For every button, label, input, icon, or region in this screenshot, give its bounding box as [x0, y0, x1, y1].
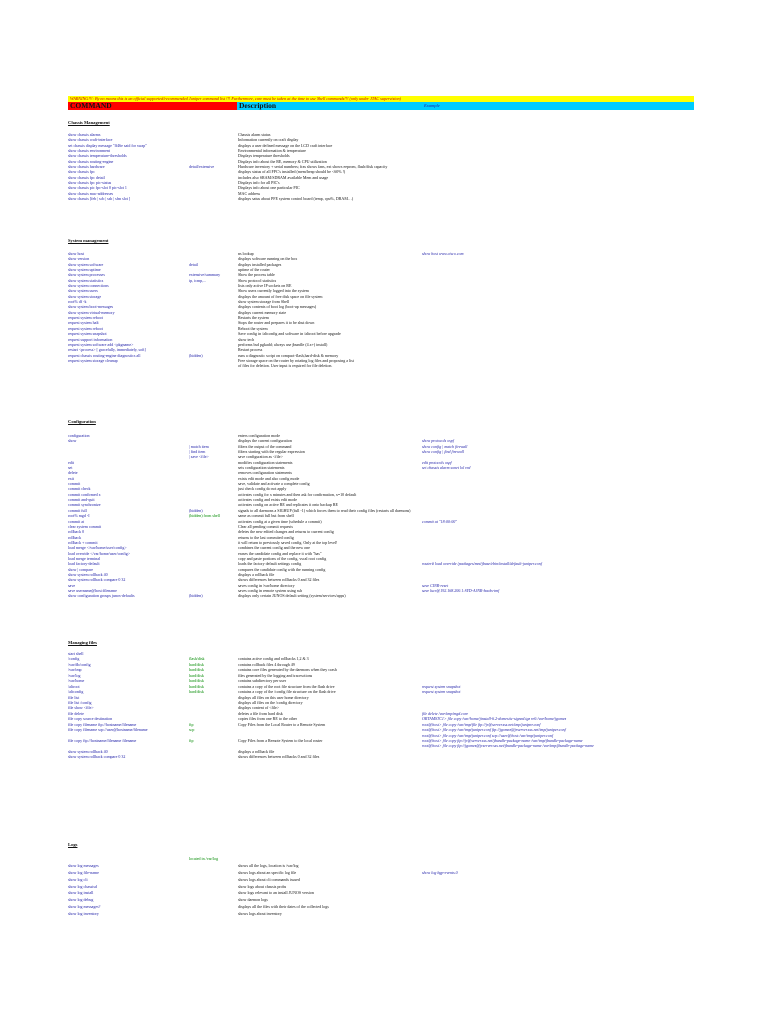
description-cell: Copy Files from a Remote System to the local router	[238, 739, 323, 743]
command-cell: file copy filename scp://user@hostname/filename	[68, 728, 148, 733]
command-cell: show chassis fpc pic-status	[68, 181, 112, 186]
description-cell: filters the output of the command	[238, 444, 292, 449]
description-cell: activates config for x minutes and then ask for confirmation, x=10 default	[238, 492, 357, 497]
command-cell: show log cli	[68, 877, 88, 882]
command-cell: request system snapshot	[68, 332, 107, 337]
command-cell: show system processes	[68, 273, 105, 278]
command-cell: show system connections	[68, 284, 109, 289]
command-cell: show log chassisd	[68, 884, 97, 889]
description-cell: displays the amount of free disk space on file system	[238, 294, 323, 299]
description-cell: returns to the last commited config	[238, 535, 294, 540]
description-cell: Restarts the system	[238, 316, 269, 321]
example-cell: root@host> file copy /var/tmp/juniper.conf ftp://jgomez@jrserver.sss.net/tmp/juniper.conf	[422, 728, 566, 733]
description-cell: MAC address	[238, 191, 261, 196]
description-cell: contains active config and rollbacks 1,2 & 3	[238, 657, 309, 662]
command-cell: restart <process> [ gracefully, immediately, soft]	[68, 348, 146, 353]
description-cell: Information currently on craft display	[238, 138, 299, 143]
command-cell: request system halt	[68, 321, 99, 326]
command-cell: file copy filename ftp://hostname/filename	[68, 722, 137, 727]
section-title: System management	[68, 238, 109, 243]
description-cell: shows logs about an specific log file	[238, 870, 297, 875]
command-cell: show | compare	[68, 567, 94, 572]
command-cell: request support information	[68, 337, 113, 342]
command-cell: show log messages?	[68, 905, 101, 910]
command-cell: show chassis hardware	[68, 165, 105, 170]
section-rows	[68, 133, 694, 202]
warning-banner: WARNING!!!: By no means this is an official supported/recommended Juniper command list !!! Furthermore, care must be taken at the time to use Shell commands!!! (only under JTAC supervision)	[68, 96, 694, 102]
description-cell: Displays info about one particular PIC	[238, 186, 300, 191]
description-cell: includes also SRAM/SDRAM available Mem and usage	[238, 175, 329, 180]
description-cell: signals to all daemons a SIGHUP (full -1) which forces them to read their config files (restarts all daemons)	[238, 508, 411, 513]
description-cell: contains subdirectory per user	[238, 679, 287, 684]
example-cell: root@host> file copy ftp://jgomez@jrserver.sss.net/jbundle-package-name /var/tmp/jbundle-package-name	[422, 744, 594, 749]
table-row	[68, 878, 694, 885]
description-cell: save, validate and activate a complete config	[238, 482, 310, 487]
option-cell: scp	[189, 728, 195, 733]
description-cell: displays all files on this user home directory	[238, 695, 309, 700]
command-cell: show host	[68, 252, 85, 256]
description-cell: activates config and exists edit mode	[238, 498, 297, 503]
command-cell: /config	[68, 657, 80, 662]
table-row	[68, 594, 694, 599]
description-cell: displays a user defined message on the LCD craft interface	[238, 143, 333, 148]
command-cell: rollback + commit	[68, 540, 98, 545]
command-cell: load override </var/home/user/config>	[68, 551, 131, 556]
command-cell: show chassis fpc	[68, 170, 95, 175]
description-cell: loads the factory default settings config	[238, 562, 302, 567]
option-cell: | save <file>	[189, 455, 209, 460]
command-cell: show chassis mac-addresses	[68, 191, 114, 196]
section-title: Chassis Management	[68, 120, 110, 125]
option-cell: | match item	[189, 444, 209, 449]
description-cell: Show the process table	[238, 273, 275, 278]
description-cell: contains rollback files 4 through 49	[238, 662, 295, 667]
command-cell: /var/home	[68, 679, 85, 684]
description-cell: Chassis alarm status	[238, 133, 271, 137]
example-cell: show protocols ospf	[422, 439, 454, 444]
description-cell: Restart process	[238, 348, 263, 353]
description-cell: of files for deletion. User input is required for file deletion.	[238, 364, 333, 369]
description-cell: displays software running on the box	[238, 257, 298, 262]
description-cell: Show users currently logged into the system	[238, 289, 309, 294]
description-cell: Show protocol statistics	[238, 278, 277, 283]
description-cell: displays the current configuration	[238, 439, 292, 444]
command-cell: file delete	[68, 711, 84, 716]
command-cell: show	[68, 439, 77, 444]
description-cell: Clear all pending commit requests	[238, 524, 293, 529]
command-cell: /altconfig	[68, 690, 84, 695]
table-row	[68, 912, 694, 919]
description-cell: Displays temperature thresholds	[238, 154, 290, 159]
description-cell: just check config do not apply	[238, 487, 287, 492]
command-cell: commit and-quit	[68, 498, 95, 503]
description-cell: show logs about chassis probs	[238, 884, 287, 889]
option-cell: (hidden)	[189, 594, 203, 599]
description-cell: deletes the new edited changes and returns to current config	[238, 530, 334, 535]
command-cell: delete	[68, 471, 78, 476]
command-cell: file show <file>	[68, 706, 94, 711]
command-cell: show log file-name	[68, 870, 99, 875]
command-cell: exit	[68, 476, 74, 481]
example-cell: save CINR-reset	[422, 583, 449, 588]
option-cell: extensive/summary	[189, 273, 221, 278]
description-cell: contains core files generated by the daemons when they crash	[238, 668, 337, 673]
command-cell: commit	[68, 482, 81, 487]
command-cell: show log install	[68, 891, 94, 896]
description-cell: ns lookup	[238, 252, 254, 256]
description-cell: displays status of all FPC's installed (mem/heap should be <60% !)	[238, 170, 346, 175]
option-cell: hard/disk	[189, 679, 204, 684]
description-cell: displays a rollback file	[238, 572, 275, 577]
command-cell: show system rollback compare 0 32	[68, 755, 126, 760]
command-cell: save username@host:filename	[68, 588, 117, 593]
description-cell: Stops the router and prepares it to be shut down	[238, 321, 315, 326]
description-cell: removes configuration statements	[238, 471, 292, 476]
command-cell: show chassis alarms	[68, 133, 101, 137]
command-cell: show system rollback 40	[68, 572, 108, 577]
example-header: Example	[422, 102, 694, 110]
command-cell: show system users	[68, 289, 98, 294]
command-cell: show chassis environment	[68, 149, 110, 154]
option-cell: hard/disk	[189, 673, 204, 678]
description-cell: show logs relevant to an install JUNOS version	[238, 891, 314, 896]
command-cell: load merge </var/home/user/config>	[68, 546, 127, 551]
description-cell: shows logs about inventory	[238, 912, 282, 917]
command-cell: clear system commit	[68, 524, 102, 529]
description-cell: shows differences between rollbacks 0 and 32 files	[238, 755, 320, 760]
description-cell: Hardware inventory + serial numbers; fras shows fans, ext shows eeprom, flash/disk capacity	[238, 165, 388, 170]
command-cell: show chassis fpc detail	[68, 175, 105, 180]
description-cell: exists edit mode and also config mode	[238, 476, 300, 481]
example-cell: edit protocols ospf	[422, 460, 452, 465]
command-cell: request system reboot	[68, 316, 103, 321]
section-rows	[68, 857, 694, 919]
example-cell: root@host> file copy ftp://jr@server.sss.net/jbundle-package-name /var/tmp/jbundle-package-name	[422, 739, 583, 743]
description-header: Description	[237, 102, 422, 110]
command-cell: /var/log	[68, 673, 81, 678]
command-cell: show system storage	[68, 294, 102, 299]
description-cell: copies files from one RE to the other	[238, 717, 297, 722]
description-cell: same as commit full but from shell	[238, 514, 294, 519]
description-cell: combines the current config and the new one	[238, 546, 310, 551]
description-cell: displays current memory state	[238, 310, 287, 315]
section-title: Managing files	[68, 640, 97, 645]
table-row	[68, 898, 694, 905]
option-cell: detail/extensive	[189, 165, 215, 170]
description-cell: shows logs about cli commands issued	[238, 877, 300, 882]
option-cell: (hidden)	[189, 508, 203, 513]
description-cell: enters configuration mode	[238, 434, 280, 438]
description-cell: Environmental information & temperature	[238, 149, 306, 154]
description-cell: show system storage from Shell	[238, 300, 290, 305]
description-cell: compares the candidate config with the running config	[238, 567, 326, 572]
description-cell: displays all the files with their dates of the collected logs	[238, 905, 329, 910]
command-cell: save	[68, 583, 76, 588]
section-title: Configuration	[68, 419, 96, 424]
description-cell: Copy Files from the Local Router to a Remote System	[238, 722, 326, 727]
description-cell: show tech	[238, 337, 255, 342]
example-cell: commit at "18:00:00"	[422, 519, 457, 524]
description-cell: Reboot the system	[238, 326, 268, 331]
description-cell: displays a rollback file	[238, 749, 275, 754]
description-cell: displays contents of boot log (boot-up messages)	[238, 305, 317, 310]
command-cell: file copy ftp://hostname/filename filename	[68, 739, 137, 743]
command-cell: show log debug	[68, 898, 94, 903]
description-cell: copy and paste portions of the config, vscal root config	[238, 556, 327, 561]
description-cell: Save config in /altconfig and software in /altroot before upgrade	[238, 332, 341, 337]
table-row	[68, 891, 694, 898]
section-rows	[68, 252, 694, 370]
description-cell: lists only active IP sockets on RE	[238, 284, 292, 289]
command-cell: show chassis temperature-thresholds	[68, 154, 127, 159]
command-cell: set	[68, 466, 73, 471]
command-cell: rollback	[68, 535, 82, 540]
command-cell: root% mgd -I	[68, 514, 90, 519]
option-cell: flash/disk	[189, 657, 205, 662]
description-cell: uptime of the router	[238, 268, 270, 273]
description-cell: saves config in remote system using ssh	[238, 588, 302, 593]
description-cell: displays installed packages	[238, 262, 282, 267]
example-cell: request system snapshot	[422, 690, 461, 695]
option-cell: hard/disk	[189, 690, 204, 695]
description-cell: modifies configuration statements	[238, 460, 293, 465]
description-cell: erases the candidate config and replace it with "has"	[238, 551, 322, 556]
option-cell: (hidden)	[189, 353, 203, 358]
description-cell: show daemon logs	[238, 898, 268, 903]
example-cell: save lucr@192.168.200.1:SYD-AJNR-backs-tmf	[422, 588, 500, 593]
command-cell: show system uptime	[68, 268, 101, 273]
command-cell: request chassis routing-engine diagnostics all	[68, 353, 141, 358]
table-row	[68, 364, 694, 369]
command-cell: /var/db/config	[68, 662, 91, 667]
command-cell: /var/tmp	[68, 668, 82, 673]
command-cell: show system software	[68, 262, 104, 267]
option-cell: | find item	[189, 450, 206, 455]
option-cell: hard/disk	[189, 668, 204, 673]
option-cell: ftp	[189, 739, 194, 743]
description-cell: sets configuration statements	[238, 466, 285, 471]
description-cell: runs a diagnostic script on compact-flash,hard-disk & memory	[238, 353, 339, 358]
description-cell: saves config in /var/home directory	[238, 583, 295, 588]
command-cell: request system software add <pkgname>	[68, 342, 134, 347]
example-cell: show config | match firewall	[422, 444, 468, 449]
command-cell: load merge terminal	[68, 556, 101, 561]
example-cell: set chassis alarm sonet lol red	[422, 466, 471, 471]
description-cell: displays only certain JUNOS default setting (system/services/apps)	[238, 594, 346, 599]
description-cell: Displays info for all PIC's	[238, 181, 280, 186]
column-headers	[68, 102, 694, 110]
example-cell: file delete /var/tmp/mgd.core	[422, 711, 469, 716]
option-cell: hard/disk	[189, 662, 204, 667]
example-cell: root@host> file copy /var/tmp/juniper.conf scp://user@host:/var/tmp/juniper.conf	[422, 733, 554, 738]
command-cell: show log messages	[68, 863, 99, 868]
command-cell: load factory-default	[68, 562, 100, 567]
table-row	[68, 871, 694, 878]
command-cell: commit check	[68, 487, 91, 492]
command-cell: commit synchronize	[68, 503, 101, 508]
description-cell: displays all files on the /config directory	[238, 700, 303, 705]
command-cell: file list	[68, 695, 80, 700]
example-cell: show log bgp-events.0	[422, 870, 458, 875]
description-cell: activates config at a given time (schedule a commit)	[238, 519, 322, 524]
description-cell: activates config on active RE and replicates it onto backup RE	[238, 503, 338, 508]
example-cell: request system snapshot	[422, 684, 461, 689]
example-cell: root@host> file copy /var/tmp/file ftp://jr@server.sss.net/tmp/juniper.conf	[422, 722, 541, 727]
table-row	[68, 857, 694, 864]
command-cell: commit confirmed x	[68, 492, 101, 497]
command-cell: show version	[68, 257, 90, 262]
description-cell: save configuration as <file>	[238, 455, 283, 460]
command-cell: request system reboot	[68, 326, 103, 331]
command-cell: set chassis display message "ff46e said for swap"	[68, 143, 147, 148]
command-cell: root% df -k	[68, 300, 87, 305]
example-cell: router# load override /packages/mnt/jbase/ebin/install/default-juniper.conf	[422, 562, 542, 567]
command-cell: request system storage cleanup	[68, 358, 118, 363]
command-cell: show chassis craft-interface	[68, 138, 113, 143]
description-cell: filters starting with the regular expression	[238, 450, 305, 455]
description-cell: Free storage space on the router by rotating log files and proposing a list	[238, 358, 354, 363]
description-cell: shows all the logs, location is /var/log	[238, 863, 299, 868]
table-row	[68, 197, 694, 202]
command-header: COMMAND	[68, 102, 237, 110]
table-row	[68, 864, 694, 871]
description-cell: shows differences between rollbacks 0 and 32 files	[238, 578, 320, 583]
description-cell: performs bsd pgkadd; always use jbundle (4.x+) install)	[238, 342, 328, 347]
option-cell: located in /var/log	[189, 857, 219, 861]
command-cell: show system boot-messages	[68, 305, 114, 310]
option-cell: ip, icmp,...	[189, 278, 207, 283]
command-cell: show log inventory	[68, 912, 99, 917]
command-cell: file copy source destination	[68, 717, 113, 722]
section-title: Logs	[68, 842, 78, 847]
description-cell: contains a copy of the /config file structure on the flash drive	[238, 690, 336, 695]
command-cell: show system virtual-memory	[68, 310, 115, 315]
description-cell: Displays info about the RE, memory & CPU utilization	[238, 159, 327, 164]
command-cell: show chassis pic fpc-slot 0 pic-slot 1	[68, 186, 127, 191]
command-cell: show system rollback 40	[68, 749, 108, 754]
command-cell: show system statistics	[68, 278, 104, 283]
description-cell: deletes a file from hard disk	[238, 711, 283, 716]
section-rows	[68, 652, 694, 761]
option-cell: ftp	[189, 722, 194, 727]
example-cell: ORTAMSTC1> file copy /var/home/jinstall-6.2-domestic-signed.tgz re0:/var/home/jgomez	[422, 717, 567, 722]
command-cell: show chassis [feb | scb | ssb | sfm slot ]	[68, 197, 131, 202]
command-cell: /altroot	[68, 684, 80, 689]
command-cell: show configuration groups junos-defaults	[68, 594, 135, 599]
table-row	[68, 905, 694, 912]
description-cell: files generated by the logging and tracesctions	[238, 673, 313, 678]
description-cell: contains a copy of the root file structure from the flash drive	[238, 684, 335, 689]
command-cell: commit full	[68, 508, 87, 513]
table-row	[68, 885, 694, 892]
command-cell: rollback 0	[68, 530, 85, 535]
command-cell: commit at	[68, 519, 85, 524]
command-cell: show system rollback compare 0 32	[68, 578, 126, 583]
description-cell: displays content of <file>	[238, 706, 280, 711]
description-cell: it will return to previously saved config. Only at the top level!	[238, 540, 338, 545]
command-cell: edit	[68, 460, 74, 465]
section-rows	[68, 434, 694, 600]
option-cell: detail	[189, 262, 198, 267]
example-cell: show config | find firewall	[422, 450, 464, 455]
option-cell: (hidden) from shell	[189, 514, 220, 519]
command-cell: start shell	[68, 652, 84, 656]
table-row	[68, 755, 694, 760]
command-cell: show chassis routing-engine	[68, 159, 114, 164]
description-cell: displays satus about PFE system control board (temp, cpu%, DRAM…)	[238, 197, 354, 202]
command-cell: file list /config	[68, 700, 92, 705]
command-cell: configuration	[68, 434, 90, 438]
option-cell: hard/disk	[189, 684, 204, 689]
example-cell: show host www.cisco.com	[422, 252, 464, 256]
